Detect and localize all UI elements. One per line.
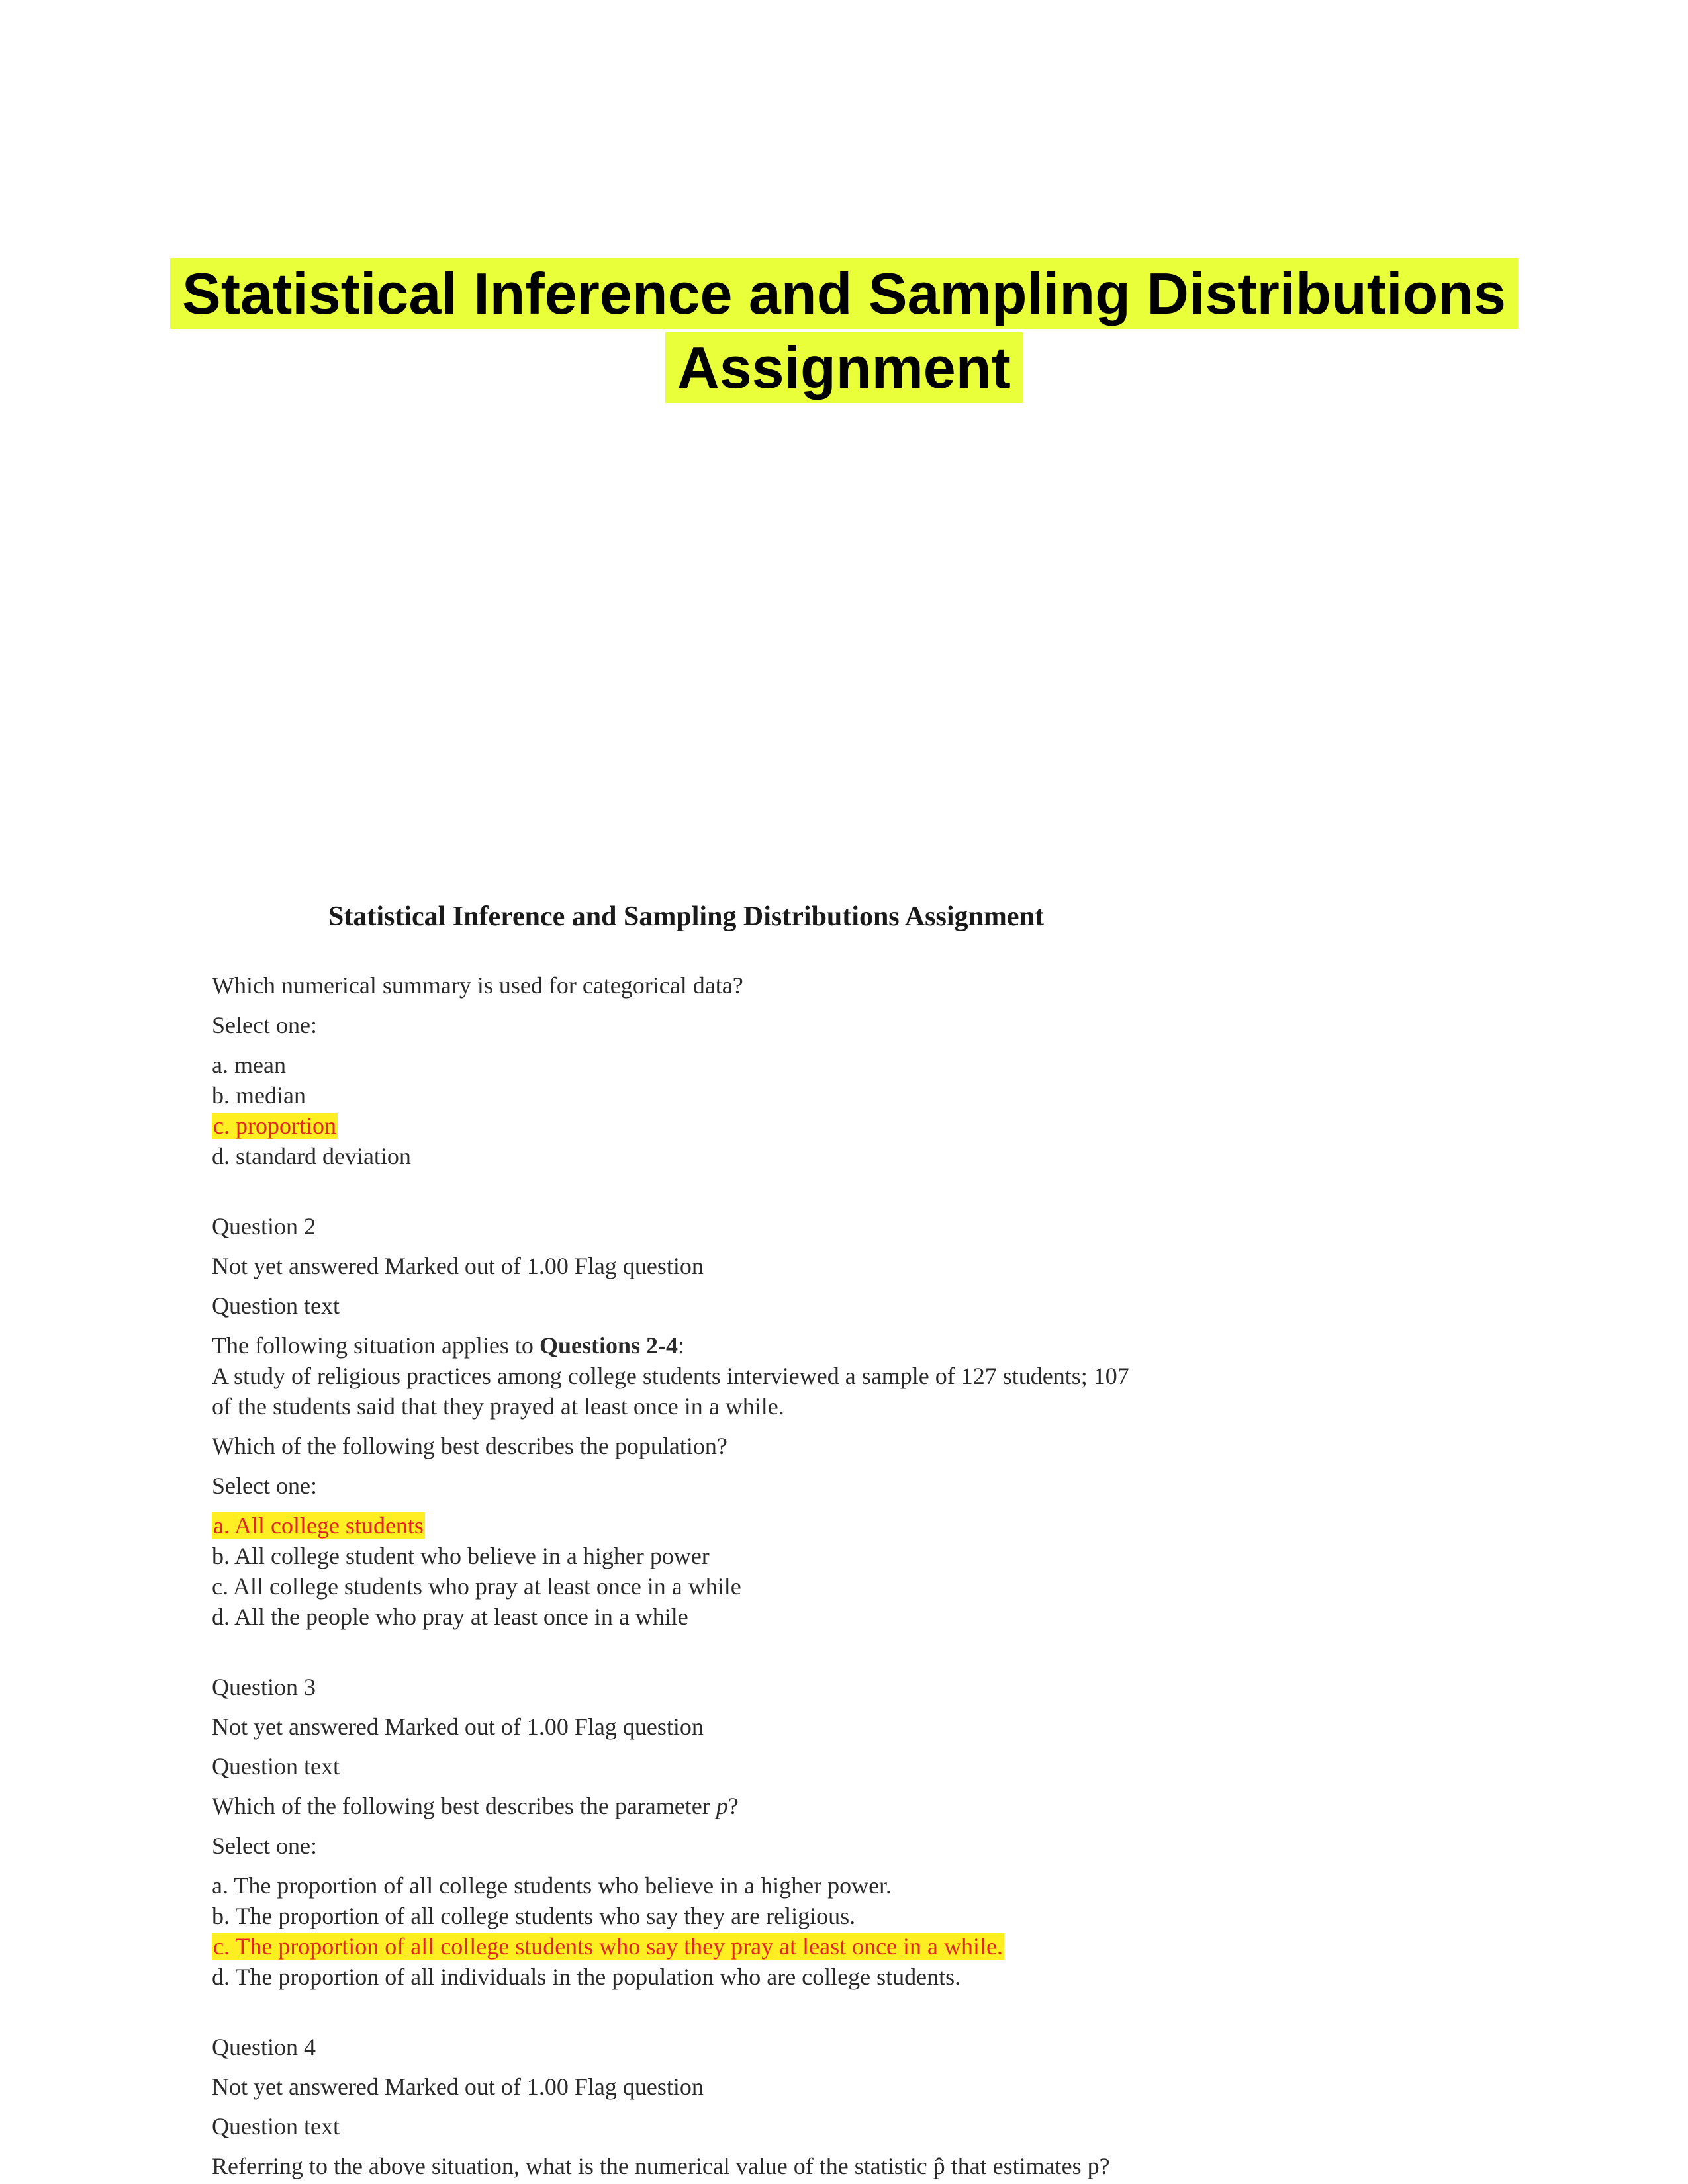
question-2-option-d[interactable]: d. All the people who pray at least once in a while — [212, 1604, 688, 1630]
assignment-page — [212, 887, 1470, 2181]
question-1-option-c[interactable]: c. proportion — [213, 1113, 336, 1139]
question-3-status: Not yet answered Marked out of 1.00 Flag question — [212, 1713, 704, 1740]
question-3-select-one: Select one: — [212, 1833, 317, 1859]
question-1 — [212, 970, 1470, 1171]
question-2-situation-intro: The following situation applies to Questions 2-4: — [212, 1332, 684, 1359]
question-2-option-c[interactable]: c. All college students who pray at least once in a while — [212, 1573, 741, 1600]
question-2-option-a[interactable]: a. All college students — [213, 1512, 424, 1539]
heading-line-1: Statistical Inference and Sampling Distributions — [170, 258, 1518, 329]
question-3-prompt: Which of the following best describes the parameter p? — [212, 1793, 739, 1819]
question-4-prompt: Referring to the above situation, what is the numerical value of the statistic p̂ that estimates p? — [212, 2153, 1110, 2179]
question-3-option-c[interactable]: c. The proportion of all college students who say they pray at least once in a while. — [213, 1933, 1003, 1960]
question-2-number: Question 2 — [212, 1213, 316, 1240]
question-3-label: Question text — [212, 1753, 340, 1780]
question-1-select-one: Select one: — [212, 1012, 317, 1038]
question-2-option-b[interactable]: b. All college student who believe in a higher power — [212, 1543, 710, 1569]
question-1-prompt: Which numerical summary is used for categorical data? — [212, 972, 743, 999]
question-2-situation-line-1: A study of religious practices among college students interviewed a sample of 127 students; 107 — [212, 1363, 1129, 1389]
question-2 — [212, 1211, 1470, 1632]
document-heading — [0, 257, 1688, 405]
question-3-option-b[interactable]: b. The proportion of all college students who say they are religious. — [212, 1903, 856, 1929]
question-3-option-a[interactable]: a. The proportion of all college students who believe in a higher power. — [212, 1872, 892, 1899]
question-4 — [212, 2032, 1470, 2181]
question-2-situation-line-2: of the students said that they prayed at least once in a while. — [212, 1393, 784, 1420]
question-1-option-a[interactable]: a. mean — [212, 1052, 286, 1078]
question-4-number: Question 4 — [212, 2034, 316, 2060]
question-2-select-one: Select one: — [212, 1473, 317, 1499]
question-2-label: Question text — [212, 1293, 340, 1319]
question-1-option-b[interactable]: b. median — [212, 1082, 306, 1109]
question-3-option-d[interactable]: d. The proportion of all individuals in the population who are college students. — [212, 1964, 961, 1990]
question-3-number: Question 3 — [212, 1674, 316, 1700]
question-2-status: Not yet answered Marked out of 1.00 Flag question — [212, 1253, 704, 1279]
question-4-status: Not yet answered Marked out of 1.00 Flag question — [212, 2073, 704, 2100]
question-3 — [212, 1672, 1470, 1992]
question-4-label: Question text — [212, 2113, 340, 2140]
assignment-title: Statistical Inference and Sampling Distributions Assignment — [328, 901, 1044, 932]
question-2-prompt: Which of the following best describes the population? — [212, 1433, 727, 1459]
heading-line-2: Assignment — [665, 332, 1023, 403]
question-1-option-d[interactable]: d. standard deviation — [212, 1143, 411, 1169]
